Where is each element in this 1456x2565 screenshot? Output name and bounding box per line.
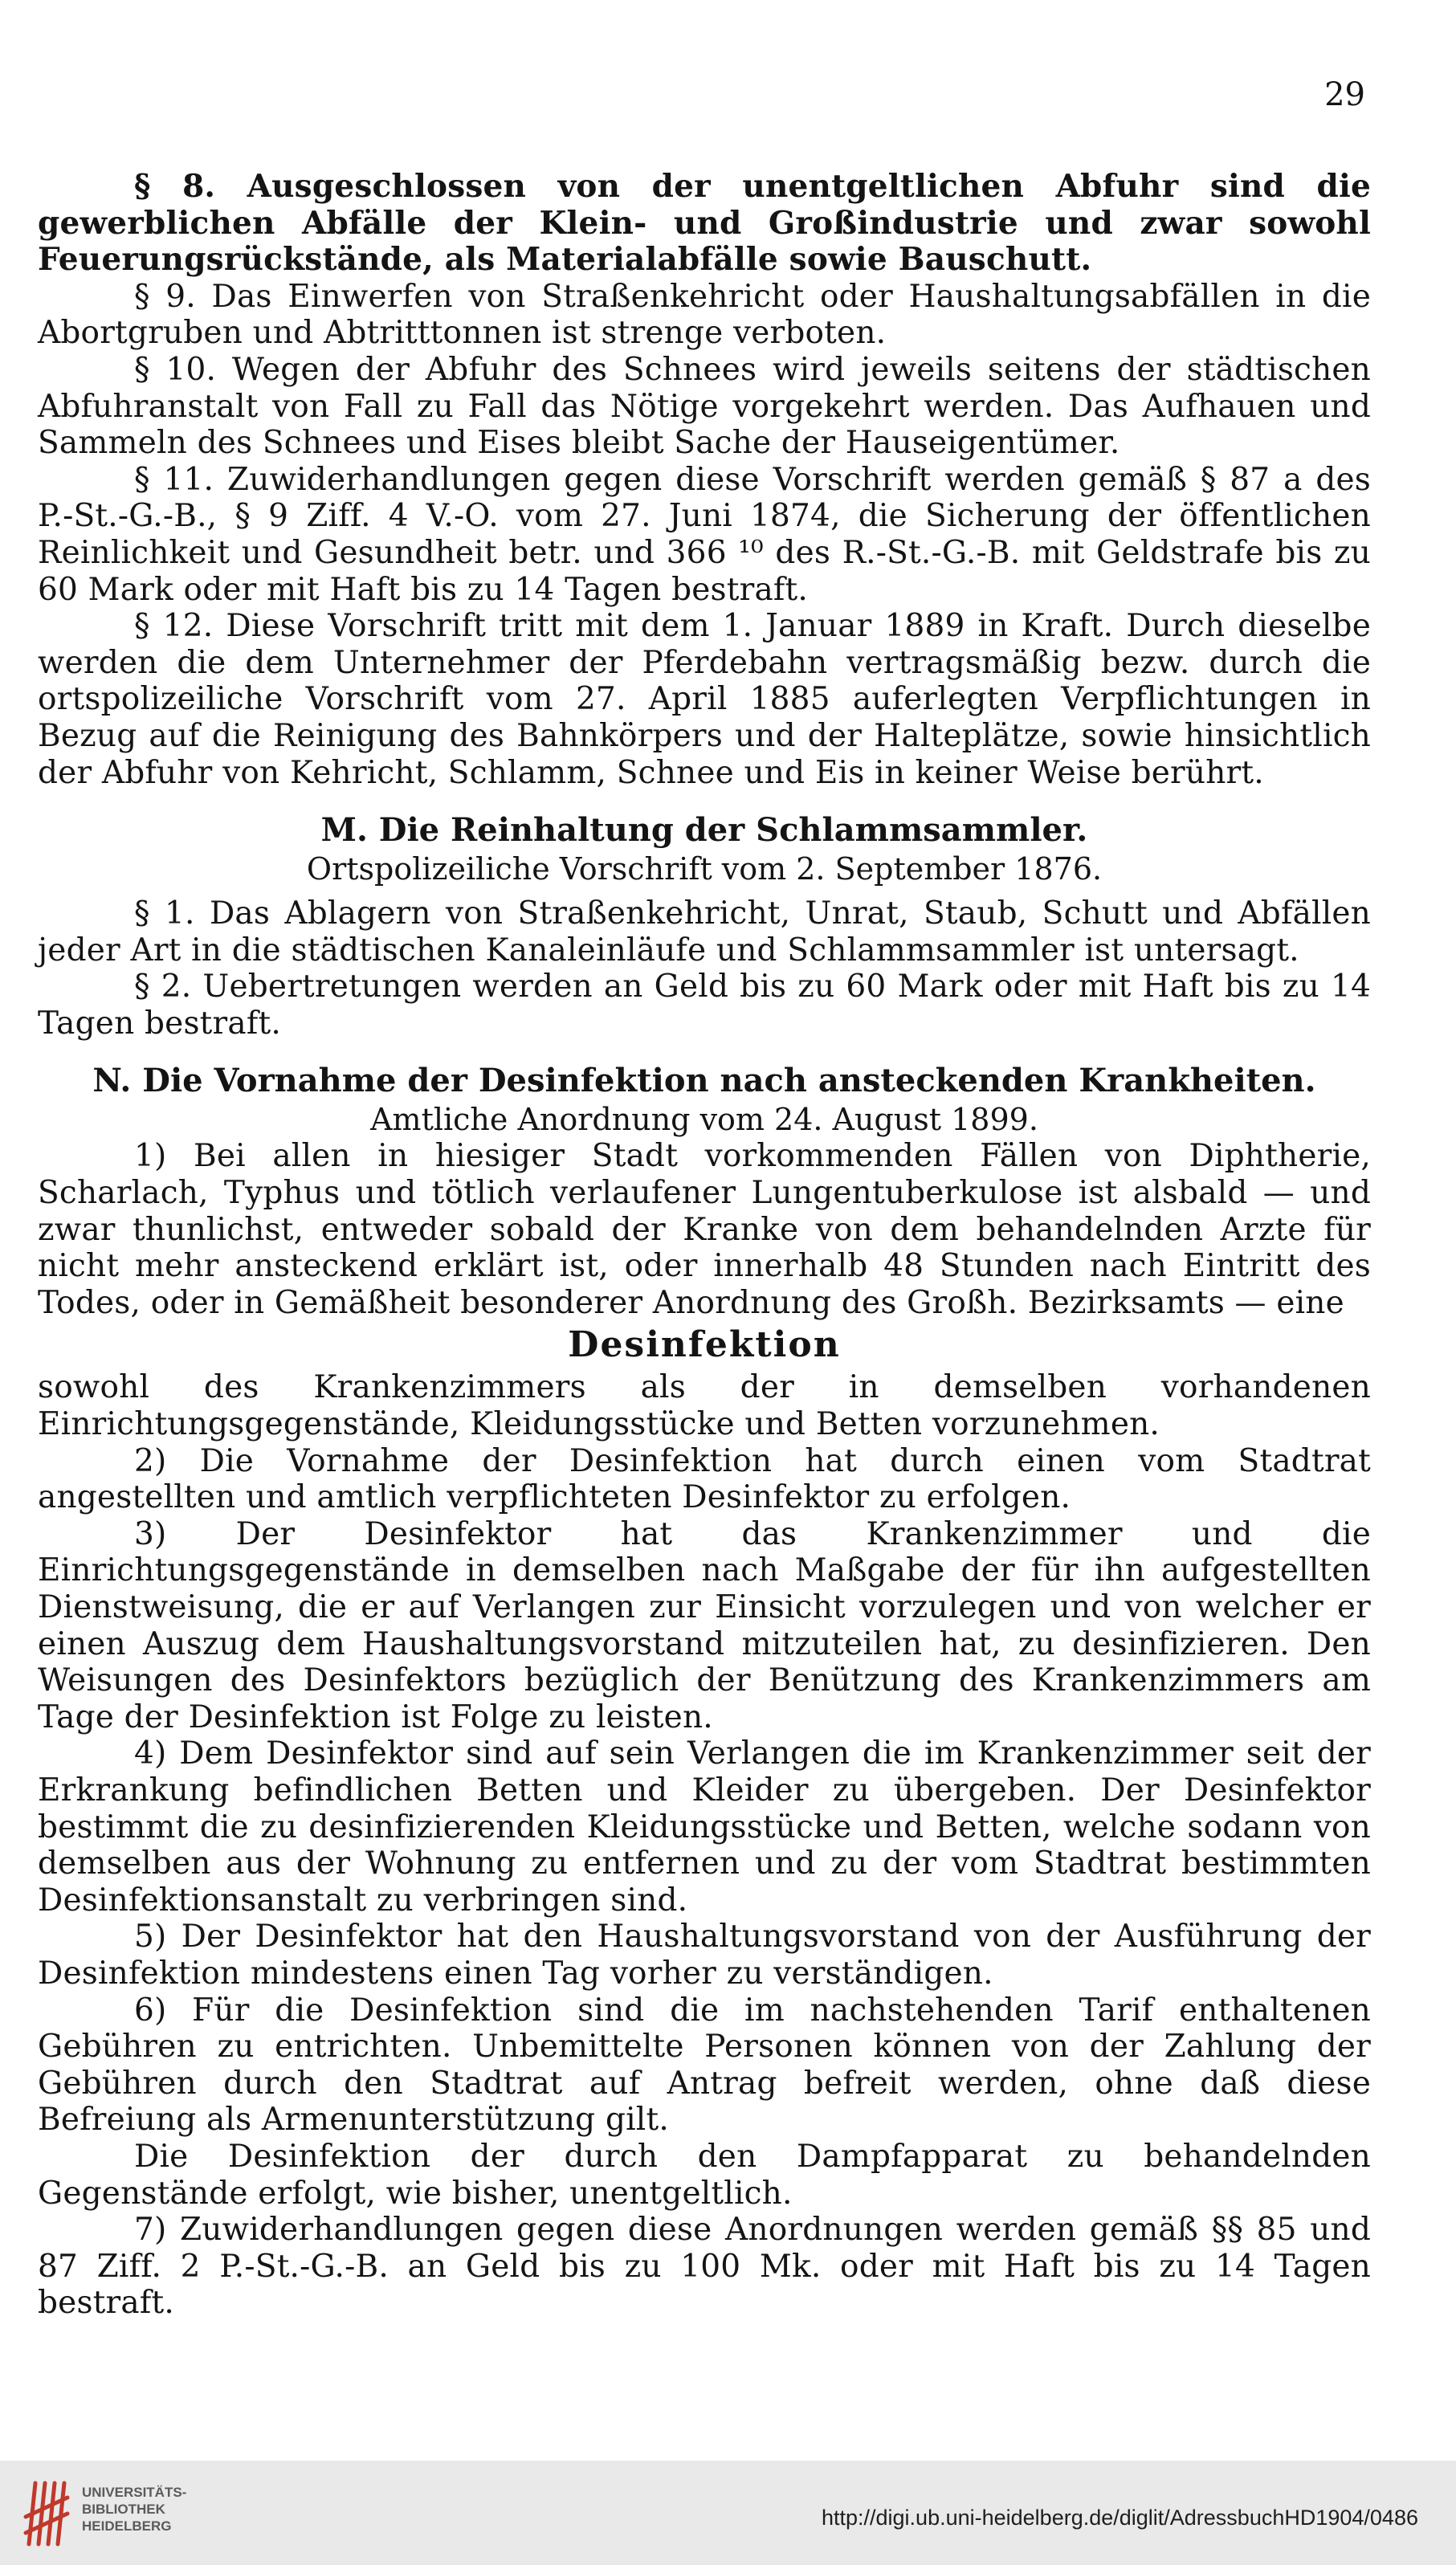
section-n-heading: N. Die Vornahme der Desinfektion nach ansteckenden Krankheiten. [92,1062,1316,1100]
library-name [82,2484,186,2534]
paragraph-8: § 8. Ausgeschlossen von der unentgeltlichen Abfuhr sind die gewerblichen Abfälle der Klein- und Großindustrie und zwar sowohl Feuerungsrückstände, als Materialabfälle sowie Bauschutt. [38,168,1371,279]
paragraph-9: § 9. Das Einwerfen von Straßenkehricht oder Haushaltungsabfällen in die Abortgruben und Abtritttonnen ist strenge verboten. [38,278,1371,352]
paragraph-10: § 10. Wegen der Abfuhr des Schnees wird jeweils seitens der städtischen Abfuhranstalt von Fall zu Fall das Nötige vorgekehrt werden. Das Aufhauen und Sammeln des Schnees und Eises bleibt Sache der Hauseigentümer. [38,351,1371,462]
paragraph-11: § 11. Zuwiderhandlungen gegen diese Vorschrift werden gemäß § 87 a des P.-St.-G.-B., § 9 Ziff. 4 V.-O. vom 27. Juni 1874, die Sicherung der öffentlichen Reinlichkeit und Gesundheit betr. und 366 ¹⁰ des R.-St.-G.-B. mit Geldstrafe bis zu 60 Mark oder mit Haft bis zu 14 Tagen bestraft. [38,461,1371,608]
section-n-paragraph-5: 5) Der Desinfektor hat den Haushaltungsvorstand von der Ausführung der Desinfektion mindestens einen Tag vorher zu verständigen. [38,1919,1371,1992]
section-n-paragraph-6b: Die Desinfektion der durch den Dampfapparat zu behandelnden Gegenstände erfolgt, wie bisher, unentgeltlich. [38,2138,1371,2212]
university-library-logo-icon [21,2473,72,2551]
section-n-paragraph-1-continued: sowohl des Krankenzimmers als der in demselben vorhandenen Einrichtungsgegenstände, Kleidungsstücke und Betten vorzunehmen. [38,1369,1371,1443]
section-n-paragraph-1: 1) Bei allen in hiesiger Stadt vorkommenden Fällen von Diphtherie, Scharlach, Typhus und tötlich verlaufener Lungentuberkulose ist alsbald — und zwar thunlichst, entweder sobald der Kranke von dem behandelnden Arzte für nicht mehr ansteckend erklärt ist, oder innerhalb 48 Stunden nach Eintritt des Todes, oder in Gemäßheit besonderer Anordnung des Großh. Bezirksamts — eine [38,1138,1371,1321]
library-name-line-1: UNIVERSITÄTS- [82,2485,187,2500]
section-m-paragraph-1: § 1. Das Ablagern von Straßenkehricht, Unrat, Staub, Schutt und Abfällen jeder Art in die städtischen Kanaleinläufe und Schlammsammler ist untersagt. [38,895,1371,969]
library-name-line-3: HEIDELBERG [82,2518,172,2534]
library-name-line-2: BIBLIOTHEK [82,2502,165,2517]
section-m-heading: M. Die Reinhaltung der Schlammsammler. [320,811,1088,850]
desinfektion-keyword: Desinfektion [568,1324,841,1366]
section-n-paragraph-4: 4) Dem Desinfektor sind auf sein Verlangen die im Krankenzimmer seit der Erkrankung befindlichen Betten und Kleider zu übergeben. Der Desinfektor bestimmt die zu desinfizierenden Kleidungsstücke und Betten, welche sodann von demselben aus der Wohnung zu entfernen und zu der vom Stadtrat bestimmten Desinfektionsanstalt zu verbringen sind. [38,1735,1371,1919]
paragraph-12: § 12. Diese Vorschrift tritt mit dem 1. Januar 1889 in Kraft. Durch dieselbe werden die dem Unternehmer der Pferdebahn vertragsmäßig bezw. durch die ortspolizeiliche Vorschrift vom 27. April 1885 auferlegten Verpflichtungen in Bezug auf die Reinigung des Bahnkörpers und der Halteplätze, sowie hinsichtlich der Abfuhr von Kehricht, Schlamm, Schnee und Eis in keiner Weise berührt. [38,608,1371,791]
section-n-paragraph-3: 3) Der Desinfektor hat das Krankenzimmer und die Einrichtungsgegenstände in demselben nach Maßgabe der für ihn aufgestellten Dienstweisung, die er auf Verlangen zur Einsicht vorzulegen und von welcher er einen Auszug dem Haushaltungsvorstand mitzuteilen hat, zu desinfizieren. Den Weisungen des Desinfektors bezüglich der Benützung des Krankenzimmers am Tage der Desinfektion ist Folge zu leisten. [38,1515,1371,1735]
section-n-paragraph-6: 6) Für die Desinfektion sind die im nachstehenden Tarif enthaltenen Gebühren zu entrichten. Unbemittelte Personen können von der Zahlung der Gebühren durch den Stadtrat auf Antrag befreit werden, ohne daß diese Befreiung als Armenunterstützung gilt. [38,1992,1371,2139]
section-m-paragraph-2: § 2. Uebertretungen werden an Geld bis zu 60 Mark oder mit Haft bis zu 14 Tagen bestraft. [38,969,1371,1042]
section-m-subheading: Ortspolizeiliche Vorschrift vom 2. September 1876. [306,851,1103,887]
section-n-paragraph-2: 2) Die Vornahme der Desinfektion hat durch einen vom Stadtrat angestellten und amtlich verpflichteten Desinfektor zu erfolgen. [38,1442,1371,1516]
footer-bar [0,2461,1456,2565]
document-body [38,169,1371,2322]
section-n-paragraph-7: 7) Zuwiderhandlungen gegen diese Anordnungen werden gemäß §§ 85 und 87 Ziff. 2 P.-St.-G.-B. an Geld bis zu 100 Mk. oder mit Haft bis zu 14 Tagen bestraft. [38,2212,1371,2322]
page-number: 29 [1324,76,1365,113]
section-n-subheading: Amtliche Anordnung vom 24. August 1899. [370,1102,1038,1138]
source-url-link[interactable]: http://digi.ub.uni-heidelberg.de/diglit/AdressbuchHD1904/0486 [821,2506,1418,2530]
